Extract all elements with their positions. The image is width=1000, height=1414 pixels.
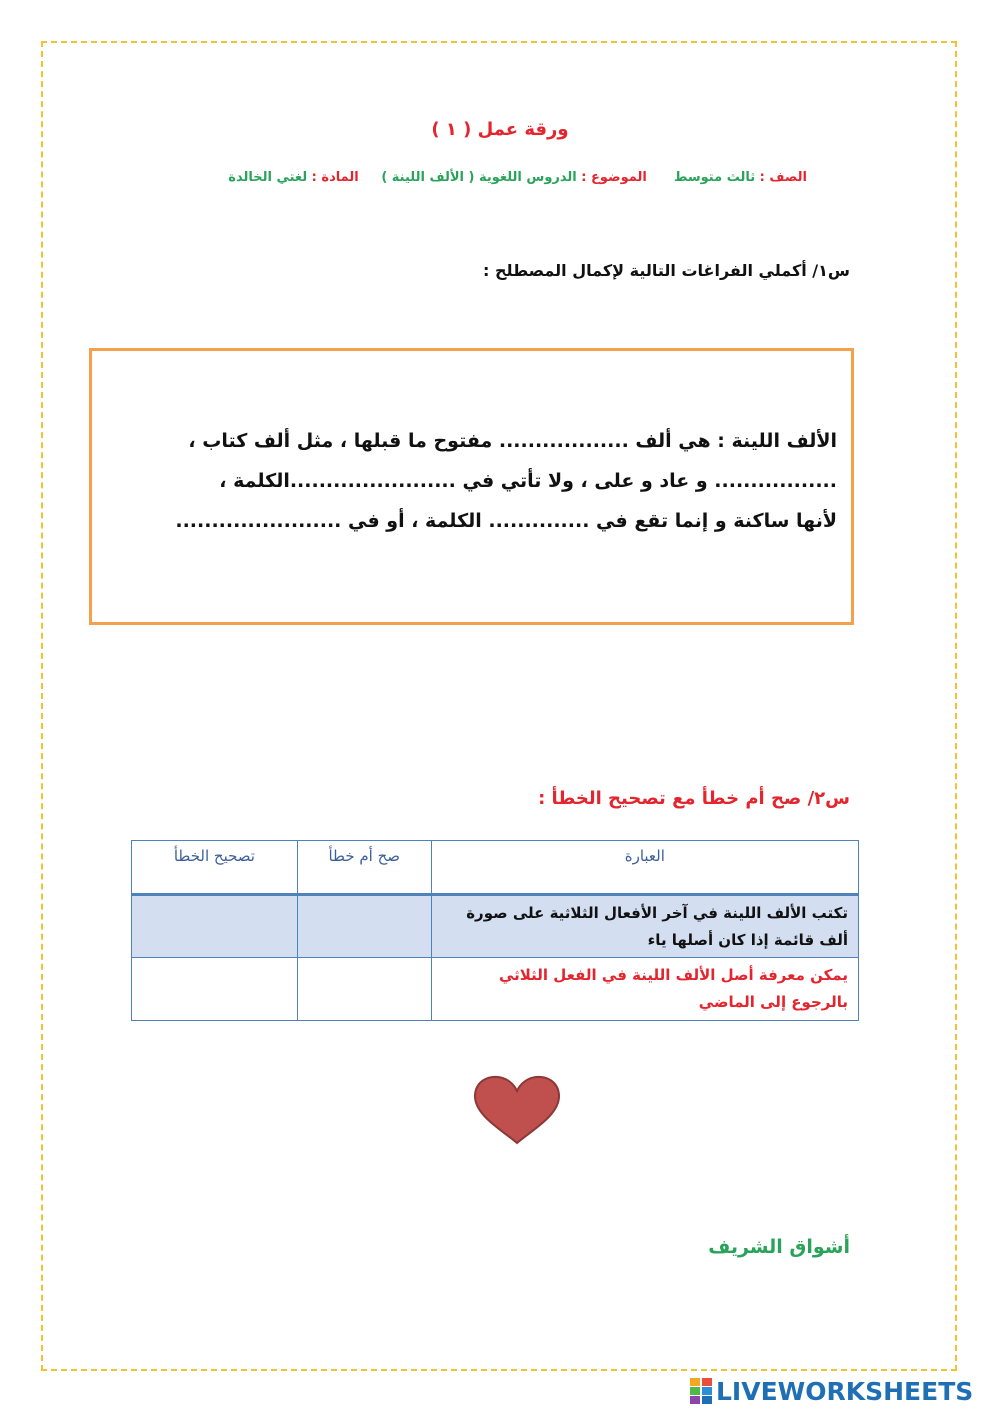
- table-header-row: [132, 841, 859, 895]
- fill-in-paragraph: [107, 421, 837, 541]
- page-border: [41, 41, 957, 1371]
- true-false-answer-cell[interactable]: [297, 958, 431, 1021]
- worksheet-title: ورقة عمل ( ١ ): [431, 119, 569, 140]
- true-false-answer-cell[interactable]: [297, 895, 431, 958]
- liveworksheets-brand[interactable]: [690, 1376, 990, 1406]
- correction-answer-cell[interactable]: [132, 958, 298, 1021]
- liveworksheets-wordmark: LIVEWORKSHEETS: [716, 1376, 974, 1406]
- grade-value: ثالث متوسط: [673, 170, 756, 185]
- topic-value: الدروس اللغوية ( الألف اللينة ): [381, 170, 577, 185]
- fill-in-line[interactable]: الألف اللينة : هي ألف .................. مفتوح ما قبلها ، مثل ألف كتاب ،: [188, 430, 837, 452]
- question-2-prompt: س٢/ صح أم خطأ مع تصحيح الخطأ :: [538, 788, 850, 809]
- author-name: أشواق الشريف: [708, 1236, 850, 1258]
- header-statement: العبارة: [431, 841, 858, 895]
- subject-value: لغتي الخالدة: [228, 170, 308, 185]
- fill-in-box: [89, 348, 854, 625]
- subject-label: المادة :: [311, 170, 359, 185]
- liveworksheets-logo-icon: [690, 1378, 712, 1404]
- statement-cell: يمكن معرفة أصل الألف اللينة في الفعل الثلاثي بالرجوع إلى الماضي: [431, 958, 858, 1021]
- table-row: [132, 895, 859, 958]
- correction-answer-cell[interactable]: [132, 895, 298, 958]
- fill-in-line[interactable]: ................. و عاد و على ، ولا تأتي في .......................الكلمة ،: [219, 470, 837, 492]
- fill-in-line[interactable]: لأنها ساكنة و إنما تقع في .............. الكلمة ، أو في .......................: [175, 510, 837, 532]
- grade-label: الصف :: [759, 170, 807, 185]
- question-1-prompt: س١/ أكملي الفراغات التالية لإكمال المصطلح :: [483, 261, 850, 280]
- true-false-table: [131, 840, 859, 1021]
- heart-icon: [472, 1075, 562, 1145]
- topic-label: الموضوع :: [581, 170, 647, 185]
- table-row: [132, 958, 859, 1021]
- statement-cell: تكتب الألف اللينة في آخر الأفعال الثلاثية على صورة ألف قائمة إذا كان أصلها ياء: [431, 895, 858, 958]
- worksheet-info-line: [180, 170, 807, 185]
- header-correction: تصحيح الخطأ: [132, 841, 298, 895]
- header-true-false: صح أم خطأ: [297, 841, 431, 895]
